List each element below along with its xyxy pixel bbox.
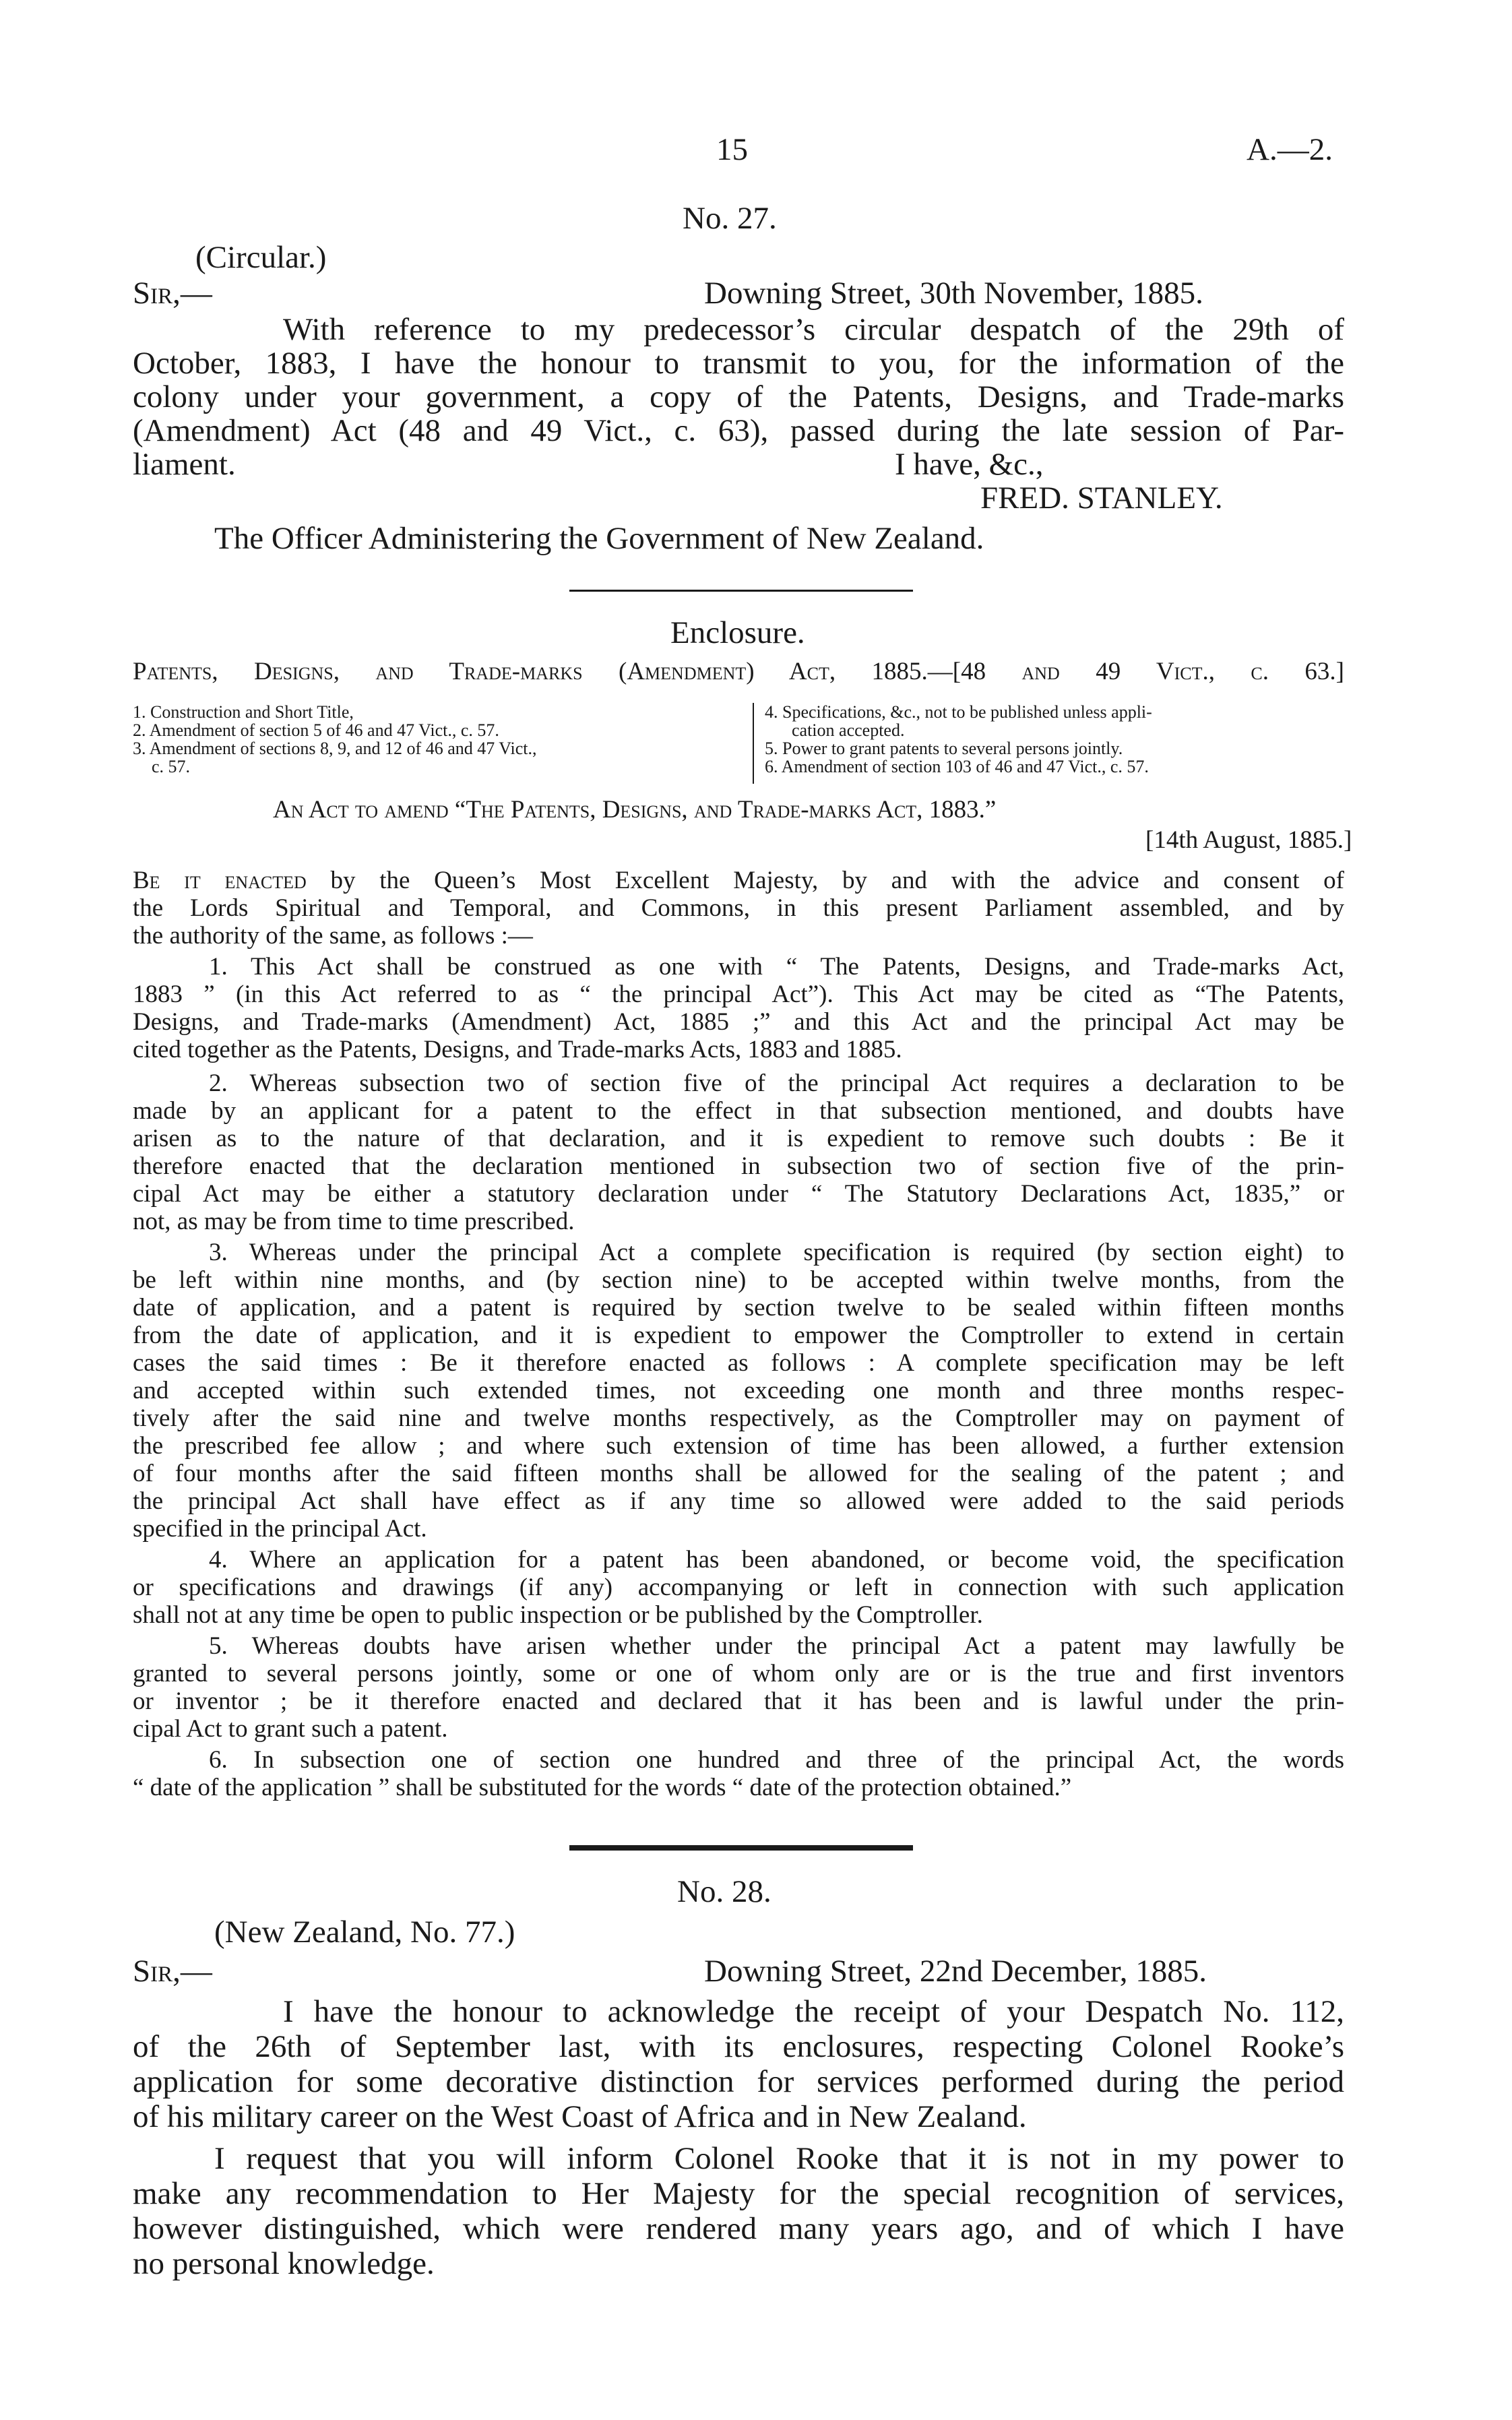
section-divider (569, 590, 913, 592)
act-line: 1883 ” (in this Act referred to as “ the principal Act”). This Act may be cited as “The Patents, (133, 981, 1344, 1008)
act-title-text: An Act to amend “The Patents, Designs, and Trade-marks Act, 1883.” (273, 796, 997, 824)
letter-28-body-line: of the 26th of September last, with its enclosures, respecting Colonel Rooke’s (133, 2029, 1344, 2064)
act-line: cases the said times : Be it therefore enacted as follows : A complete specification may be left (133, 1349, 1344, 1377)
section-divider-heavy (569, 1845, 913, 1851)
letter-28-body-line: I request that you will inform Colonel Rooke that it is not in my power to (214, 2141, 1344, 2176)
contents-item: 2. Amendment of section 5 of 46 and 47 Vict., c. 57. (133, 720, 499, 740)
act-line: tively after the said nine and twelve months respectively, as the Comptroller may on payment of (133, 1404, 1344, 1432)
letter-27-body-line: colony under your government, a copy of the Patents, Designs, and Trade-marks (133, 379, 1344, 414)
act-line: or inventor ; be it therefore enacted and declared that it has been and is lawful under the prin- (133, 1687, 1344, 1715)
act-line: the authority of the same, as follows :— (133, 922, 533, 950)
letter-27-salutation: Sir,— (133, 276, 212, 311)
act-line: 2. Whereas subsection two of section five of the principal Act requires a declaration to be (209, 1069, 1344, 1097)
letter-28-body-line: make any recommendation to Her Majesty for the special recognition of services, (133, 2176, 1344, 2211)
page-number: 15 (716, 132, 748, 167)
letter-28-place-date: Downing Street, 22nd December, 1885. (704, 1954, 1207, 1989)
act-line: granted to several persons jointly, some or one of whom only are or is the true and first inventors (133, 1660, 1344, 1687)
act-line-text: by the Queen’s Most Excellent Majesty, by and with the advice and consent of (306, 867, 1344, 894)
letter-28-salutation: Sir,— (133, 1954, 212, 1989)
act-line: cipal Act to grant such a patent. (133, 1715, 448, 1743)
letter-27-place-date: Downing Street, 30th November, 1885. (704, 276, 1203, 311)
act-line: Designs, and Trade-marks (Amendment) Act, 1885 ;” and this Act and the principal Act may be (133, 1008, 1344, 1036)
act-line: 5. Whereas doubts have arisen whether under the principal Act a patent may lawfully be (209, 1632, 1344, 1660)
letter-27-body-line: With reference to my predecessor’s circular despatch of the 29th of (283, 312, 1344, 347)
letter-27-addressee: The Officer Administering the Government of New Zealand. (214, 521, 984, 556)
act-line: from the date of application, and it is expedient to empower the Comptroller to extend in certain (133, 1322, 1344, 1349)
act-line: the principal Act shall have effect as if any time so allowed were added to the said periods (133, 1487, 1344, 1515)
contents-item: 4. Specifications, &c., not to be published unless appli- (765, 702, 1152, 722)
letter-28-number: No. 28. (677, 1874, 771, 1909)
letter-28-body-line: of his military career on the West Coast of Africa and in New Zealand. (133, 2099, 1027, 2134)
act-line: 4. Where an application for a patent has been abandoned, or become void, the specification (209, 1546, 1344, 1574)
letter-27-body-line: (Amendment) Act (48 and 49 Vict., c. 63), passed during the late session of Par- (133, 413, 1344, 448)
act-line: and accepted within such extended times, not exceeding one month and three months respec- (133, 1377, 1344, 1404)
act-line: cited together as the Patents, Designs, and Trade-marks Acts, 1883 and 1885. (133, 1036, 902, 1063)
act-line: or specifications and drawings (if any) accompanying or left in connection with such application (133, 1574, 1344, 1601)
act-line (133, 866, 1344, 896)
contents-item: 5. Power to grant patents to several persons jointly. (765, 739, 1123, 758)
act-line: the Lords Spiritual and Temporal, and Commons, in this present Parliament assembled, and by (133, 894, 1344, 922)
contents-column-divider (753, 703, 754, 784)
act-line: cipal Act may be either a statutory declaration under “ The Statutory Declarations Act, 1835,” or (133, 1180, 1344, 1208)
letter-28-classification: (New Zealand, No. 77.) (214, 1915, 515, 1950)
act-line: made by an applicant for a patent to the effect in that subsection mentioned, and doubts have (133, 1097, 1344, 1125)
act-line: therefore enacted that the declaration mentioned in subsection two of section five of the prin- (133, 1152, 1344, 1180)
letter-27-body-line: October, 1883, I have the honour to transmit to you, for the information of the (133, 346, 1344, 381)
letter-28-body-line: however distinguished, which were rendered many years ago, and of which I have (133, 2211, 1344, 2246)
letter-28-body-line: application for some decorative distinction for services performed during the period (133, 2064, 1344, 2099)
letter-28-body-line: I have the honour to acknowledge the receipt of your Despatch No. 112, (283, 1994, 1344, 2029)
act-date: [14th August, 1885.] (1145, 826, 1352, 854)
act-line: 6. In subsection one of section one hundred and three of the principal Act, the words (209, 1746, 1344, 1774)
act-line: the prescribed fee allow ; and where such extension of time has been allowed, a further extension (133, 1432, 1344, 1460)
act-line: date of application, and a patent is required by section twelve to be sealed within fifteen months (133, 1294, 1344, 1322)
act-line: of four months after the said fifteen months shall be allowed for the sealing of the patent ; and (133, 1460, 1344, 1487)
act-heading: Patents, Designs, and Trade-marks (Amendment) Act, 1885.—[48 and 49 Vict., c. 63.] (133, 658, 1344, 685)
act-line: shall not at any time be open to public inspection or be published by the Comptroller. (133, 1601, 983, 1629)
act-line: 3. Whereas under the principal Act a complete specification is required (by section eight) to (209, 1239, 1344, 1266)
act-line: not, as may be from time to time prescribed. (133, 1208, 575, 1235)
letter-28-body-line: no personal knowledge. (133, 2246, 435, 2281)
enclosure-heading: Enclosure. (670, 615, 805, 650)
act-line: “ date of the application ” shall be substituted for the words “ date of the protection obtained.” (133, 1774, 1072, 1801)
contents-item: 3. Amendment of sections 8, 9, and 12 of 46 and 47 Vict., (133, 739, 537, 758)
act-line: 1. This Act shall be construed as one with “ The Patents, Designs, and Trade-marks Act, (209, 953, 1344, 981)
letter-27-closing: I have, &c., (895, 447, 1044, 482)
letter-27-body-line: liament. (133, 447, 236, 482)
act-title (273, 795, 996, 825)
act-line: be left within nine months, and (by section nine) to be accepted within twelve months, from the (133, 1266, 1344, 1294)
document-reference: A.—2. (1247, 132, 1333, 167)
contents-item: c. 57. (152, 757, 191, 776)
letter-27-classification: (Circular.) (195, 240, 327, 275)
letter-27-number: No. 27. (683, 201, 777, 236)
contents-item: cation accepted. (792, 720, 905, 740)
enacted-lead: Be it enacted (133, 867, 307, 894)
act-line: arisen as to the nature of that declaration, and it is expedient to remove such doubts : Be it (133, 1125, 1344, 1152)
letter-27-signature: FRED. STANLEY. (980, 480, 1223, 516)
contents-item: 1. Construction and Short Title, (133, 702, 354, 722)
act-line: specified in the principal Act. (133, 1515, 427, 1543)
contents-item: 6. Amendment of section 103 of 46 and 47 Vict., c. 57. (765, 757, 1149, 776)
